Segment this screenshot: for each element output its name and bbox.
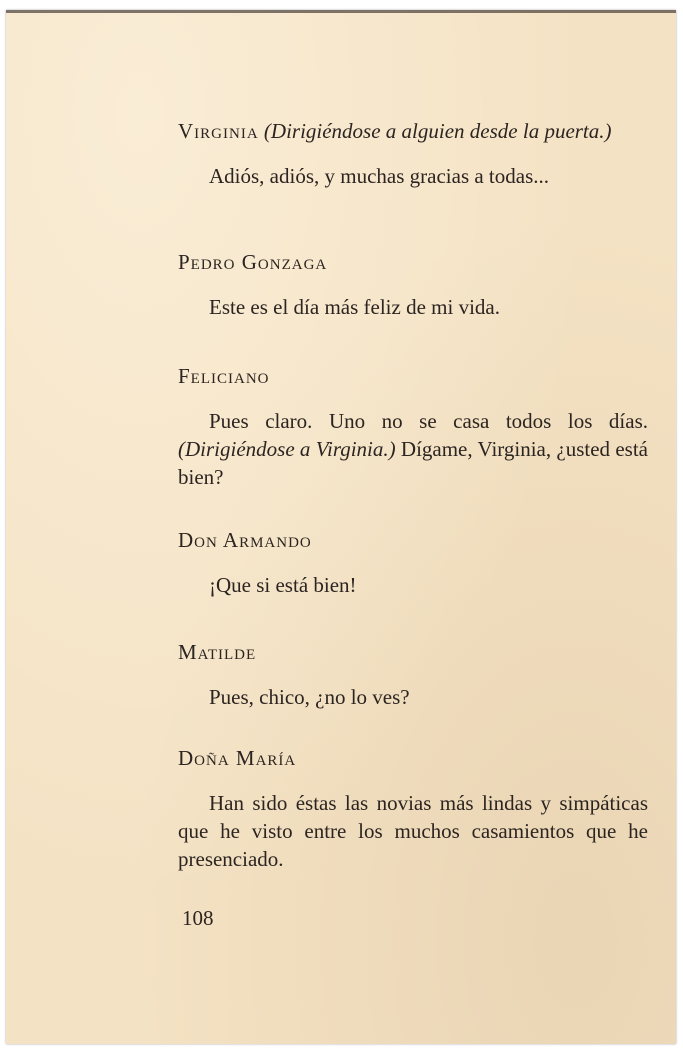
entry-virginia: [178, 116, 648, 190]
speaker-line-virginia: [178, 116, 648, 146]
speaker-name: Virginia: [178, 119, 259, 143]
dialogue-text: [178, 407, 648, 491]
page-number: 108: [182, 906, 214, 930]
speaker-name: Pedro Gonzaga: [178, 250, 328, 274]
stage-direction: (Dirigiéndose a alguien desde la puerta.): [263, 119, 612, 143]
speaker-name: Doña María: [178, 746, 297, 770]
dialogue-text: Pues, chico, ¿no lo ves?: [209, 685, 410, 709]
entry-don-armando: [178, 530, 648, 599]
entry-pedro-gonzaga: [178, 252, 648, 321]
stage-direction: (Dirigiéndose a Virginia.): [178, 437, 396, 461]
entry-matilde: [178, 642, 648, 711]
book-page: [6, 10, 676, 1044]
speaker-name: Matilde: [178, 640, 257, 664]
entry-feliciano: [178, 366, 648, 491]
dialogue-part: Pues claro. Uno no se casa todos los días.: [209, 409, 648, 433]
dialogue-text: ¡Que si está bien!: [209, 573, 357, 597]
speaker-name: Feliciano: [178, 364, 270, 388]
dialogue-text: Han sido éstas las novias más lindas y simpáticas que he visto entre los muchos casamientos que he presenciado.: [178, 791, 648, 871]
dialogue-text: Adiós, adiós, y muchas gracias a todas...: [209, 164, 550, 188]
speaker-name: Don Armando: [178, 528, 312, 552]
dialogue-part: Dígame, Virginia, ¿usted está bien?: [178, 437, 648, 489]
dialogue-text: Este es el día más feliz de mi vida.: [209, 295, 500, 319]
entry-dona-maria: [178, 748, 648, 873]
